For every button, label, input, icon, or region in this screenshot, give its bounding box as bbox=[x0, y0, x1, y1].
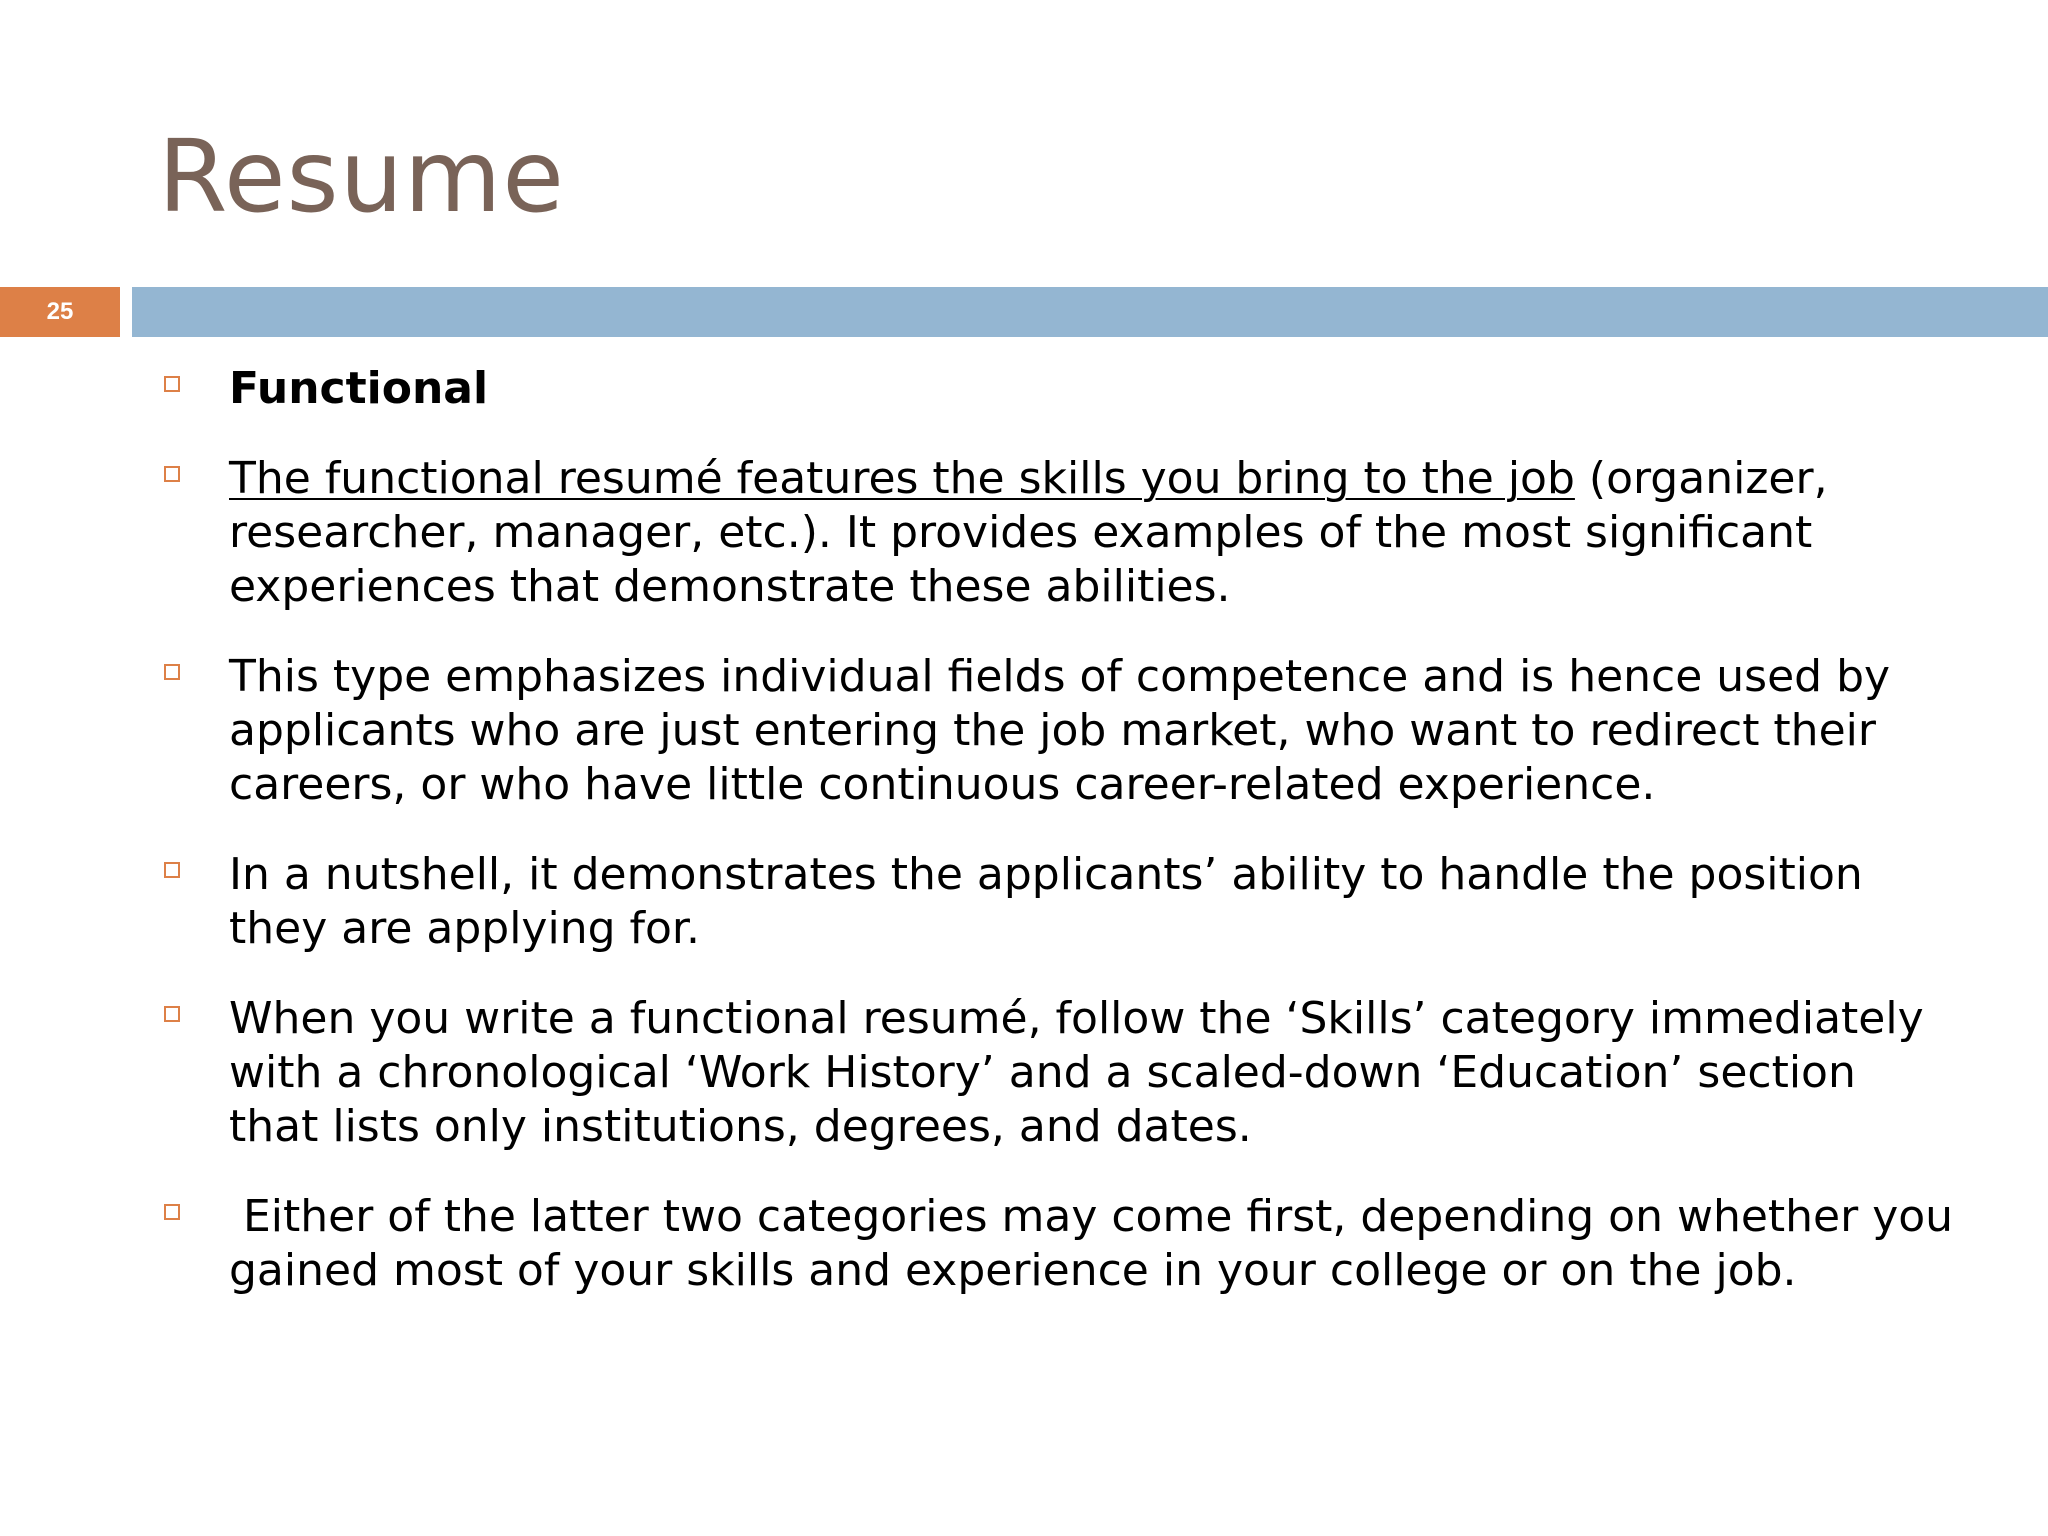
bullet-underlined-text: The functional resumé features the skills you bring to the job bbox=[229, 453, 1575, 504]
bullet-text: (organizer, researcher, manager, etc.). It provides examples of the most significant experiences that demonstrate these abilities. bbox=[229, 453, 1828, 612]
bullet-item-category-order bbox=[158, 1190, 1968, 1298]
bullet-item-functional bbox=[158, 362, 1958, 416]
bullet-heading: Functional bbox=[229, 363, 489, 414]
slide-number: 25 bbox=[0, 287, 120, 337]
title-divider-bar bbox=[132, 287, 2048, 337]
bullet-text: Either of the latter two categories may come first, depending on whether you gained most of your skills and experience in your college or on the job. bbox=[229, 1191, 1968, 1296]
square-bullet-icon bbox=[164, 862, 180, 878]
bullet-item-definition bbox=[158, 452, 1958, 614]
bullet-item-nutshell bbox=[158, 848, 1958, 956]
square-bullet-icon bbox=[164, 664, 180, 680]
bullet-text: In a nutshell, it demonstrates the applicants’ ability to handle the position they are applying for. bbox=[229, 849, 1863, 954]
square-bullet-icon bbox=[164, 376, 180, 392]
bullet-item-writing-order bbox=[158, 992, 1958, 1154]
bullet-item-emphasis bbox=[158, 650, 1958, 812]
bullet-list bbox=[158, 362, 1968, 1334]
square-bullet-icon bbox=[164, 1204, 180, 1220]
slide-title: Resume bbox=[158, 118, 565, 235]
square-bullet-icon bbox=[164, 466, 180, 482]
bullet-text: This type emphasizes individual fields of competence and is hence used by applicants who are just entering the job market, who want to redirect their careers, or who have little continuous career-related experience. bbox=[229, 651, 1891, 810]
square-bullet-icon bbox=[164, 1006, 180, 1022]
bullet-text: When you write a functional resumé, follow the ‘Skills’ category immediately with a chronological ‘Work History’ and a scaled-down ‘Education’ section that lists only institutions, degrees, and dates. bbox=[229, 993, 1924, 1152]
